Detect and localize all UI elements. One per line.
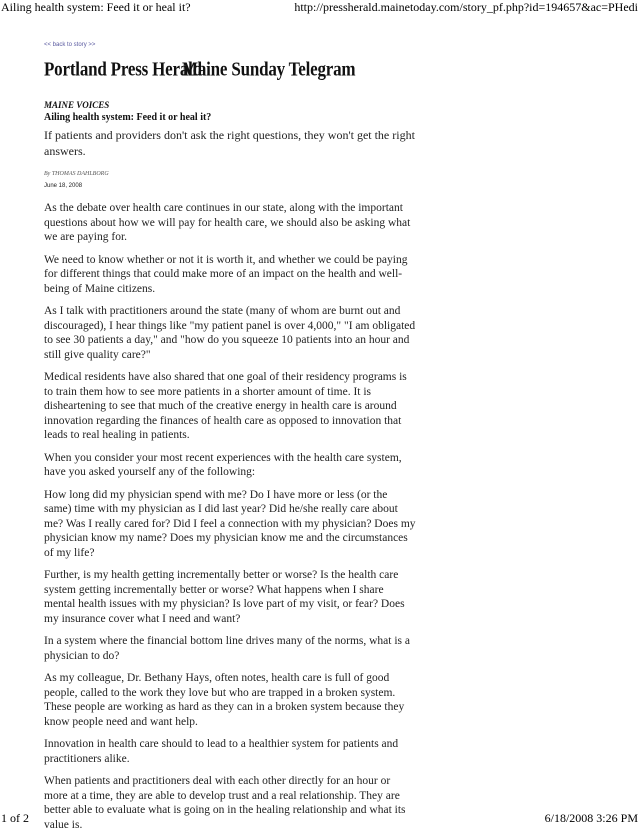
- article-paragraph: As the debate over health care continues in our state, along with the important questions about how we will pay for health care, we should also be asking what we are paying for.: [44, 202, 411, 243]
- article-paragraph: How long did my physician spend with me? Do I have more or less (or the same) time with my physician as I did last year? Did he/she really care about me? Was I really cared for? Did I feel a connection with my physician? Does my physician know my name? Does my physician know me and the circumstances of my life?: [44, 488, 416, 559]
- article-paragraph: When you consider your most recent experiences with the health care system, have you asked yourself any of the following:: [44, 451, 402, 478]
- article-deck: If patients and providers don't ask the right questions, they won't get the right answers.: [44, 128, 415, 158]
- article-paragraph: We need to know whether or not it is worth it, and whether we could be paying for different things that could make more of an impact on the health and well-being of Maine citizens.: [44, 253, 408, 295]
- masthead-sunday-telegram: Maine Sunday Telegram: [182, 58, 356, 80]
- article-byline: By THOMAS DAHLBORG: [44, 171, 109, 177]
- section-label: MAINE VOICES: [44, 100, 110, 110]
- print-footer: [0, 811, 638, 827]
- print-footer-timestamp: 6/18/2008 3:26 PM: [544, 811, 638, 825]
- print-header: [0, 0, 638, 16]
- print-footer-page: 1 of 2: [1, 811, 29, 825]
- article-paragraph: In a system where the financial bottom line drives many of the norms, what is a physician to do?: [44, 635, 410, 662]
- article-paragraph: Innovation in health care should to lead to a healthier system for patients and practitioners alike.: [44, 738, 399, 765]
- print-header-title: Ailing health system: Feed it or heal it?: [1, 0, 191, 14]
- print-header-url: http://pressherald.mainetoday.com/story_pf.php?id=194657&ac=PHedi: [294, 0, 638, 14]
- back-to-story-link[interactable]: << back to story >>: [44, 42, 96, 48]
- article-paragraph: As I talk with practitioners around the state (many of whom are burnt out and discouraged), I hear things like "my patient panel is over 4,000," "I am obligated to see 30 patients a day," and "how do you squeeze 10 patients into an hour and still give quality care?": [44, 305, 416, 361]
- article-headline: Ailing health system: Feed it or heal it?: [44, 112, 212, 123]
- article: [44, 100, 416, 840]
- article-paragraph: As my colleague, Dr. Bethany Hays, often notes, health care is full of good people, called to the work they love but who are trapped in a broken system. These people are working as hard as they can in a broken system because they know people need and want help.: [44, 672, 405, 728]
- masthead-press-herald: Portland Press Herald: [44, 58, 202, 80]
- article-paragraph: Medical residents have also shared that one goal of their residency programs is to train them how to see more patients in a shorter amount of time. It is disheartening to see that much of the creative energy in health care is around innovation regarding the finances of health care as opposed to innovation that leads to real healing in patients.: [44, 371, 407, 441]
- article-paragraph: When patients and practitioners deal with each other directly for an hour or more at a time, they are able to develop trust and a real relationship. They are better able to evaluate what is going on in the healing relationship and what its value is.: [44, 775, 406, 831]
- article-date: June 18, 2008: [44, 183, 83, 189]
- article-body: [44, 201, 416, 832]
- article-paragraph: Further, is my health getting incrementally better or worse? Is the health care system getting incrementally better or worse? What happens when I share mental health issues with my physician? Is love part of my visit, or fear? Does my insurance cover what I need and want?: [44, 569, 405, 625]
